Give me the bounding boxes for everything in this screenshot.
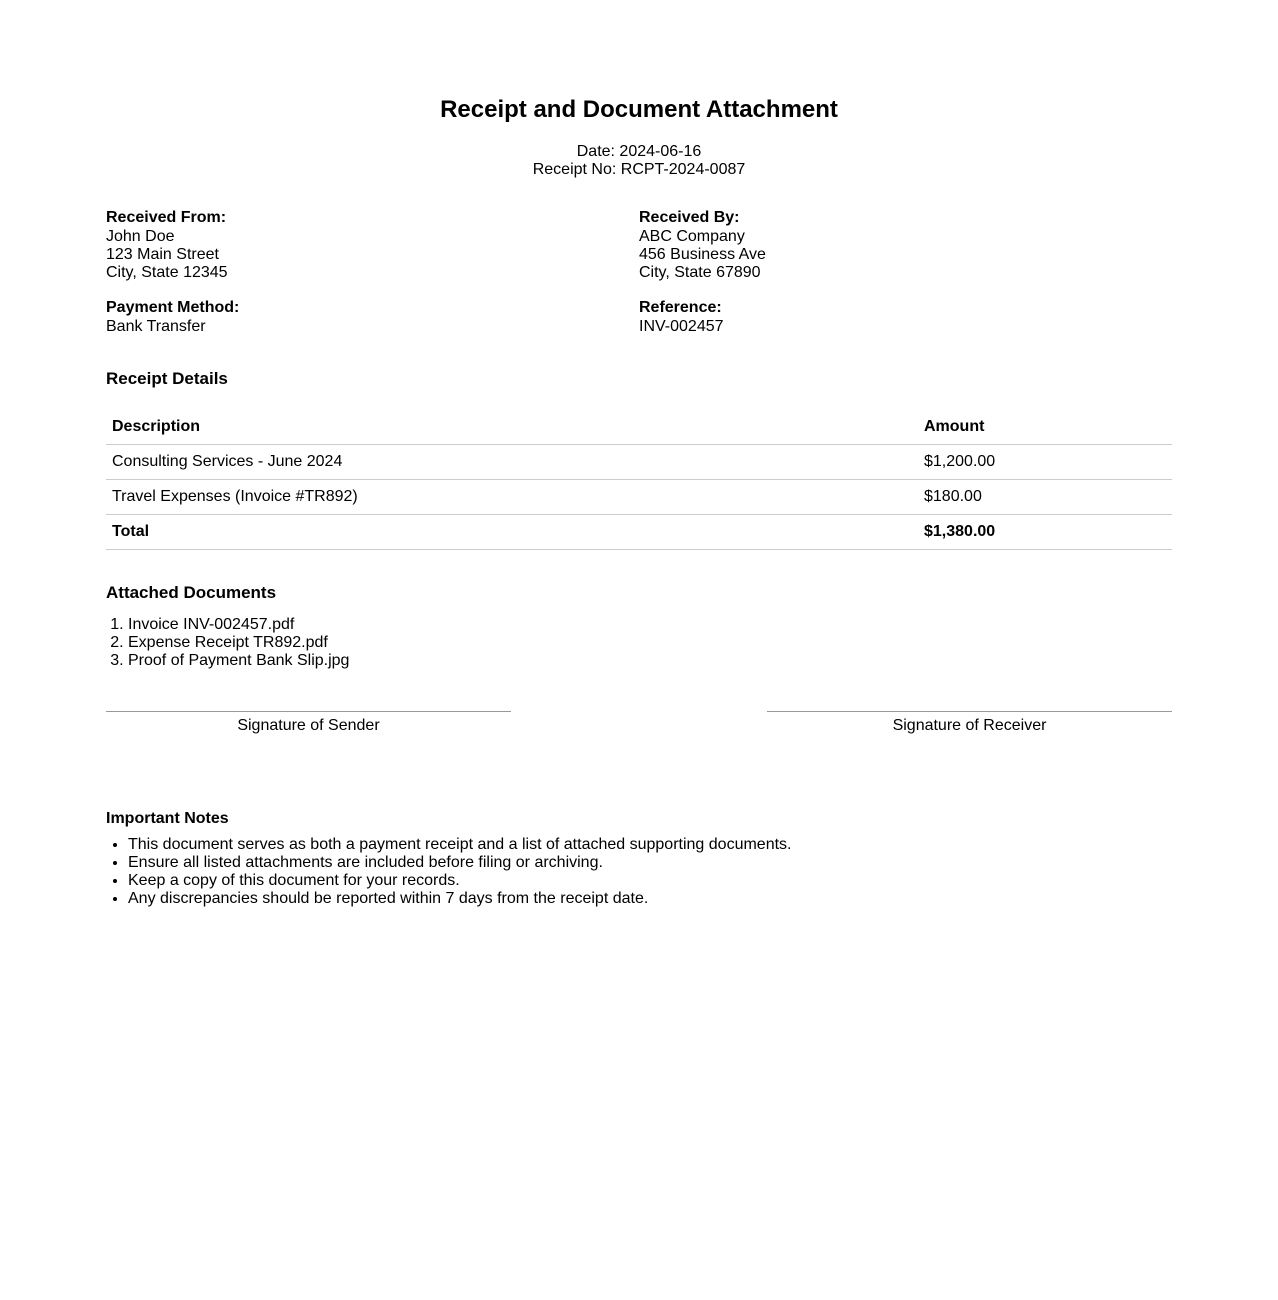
document-meta [106,143,1172,179]
page-title: Receipt and Document Attachment [440,96,838,123]
received-from-label: Received From: [106,209,227,226]
receiver-signature-line: Signature of Receiver [767,711,1172,735]
list-item: 1. Invoice INV-002457.pdf [128,616,1172,634]
row-description: Consulting Services - June 2024 [106,445,918,480]
row-amount: $1,200.00 [918,445,1172,480]
payment-method [106,298,639,336]
reference-label: Reference: [639,299,722,316]
reference-value: INV-002457 [639,318,724,335]
table-header-row [106,410,1172,445]
receipt-details-title: Receipt Details [106,369,228,388]
receipt-details-table [106,410,1172,550]
sender-city: City, State 12345 [106,264,228,281]
list-item: • Ensure all listed attachments are included before filing or archiving. [128,854,1172,872]
signatures-section [106,711,1172,735]
received-from [106,208,639,282]
notes-list [106,836,1172,908]
right-column [639,208,1172,336]
list-item: 3. Proof of Payment Bank Slip.jpg [128,652,1172,670]
receipt-date: Date: 2024-06-16 [576,143,702,160]
row-description: Travel Expenses (Invoice #TR892) [106,480,918,515]
table-row [106,445,1172,480]
sender-name: John Doe [106,228,175,245]
column-header-description: Description [106,410,918,445]
sender-street: 123 Main Street [106,246,219,263]
attached-documents-title: Attached Documents [106,583,277,602]
received-by-label: Received By: [639,209,740,226]
row-amount: $180.00 [918,480,1172,515]
receipt-number: Receipt No: RCPT-2024-0087 [532,161,746,178]
list-item: • Keep a copy of this document for your records. [128,872,1172,890]
table-row [106,480,1172,515]
reference [639,298,1172,336]
left-column [106,208,639,336]
receiver-street: 456 Business Ave [639,246,766,263]
total-row [106,515,1172,550]
payment-method-label: Payment Method: [106,299,240,316]
sender-signature-line: Signature of Sender [106,711,511,735]
important-notes-title: Important Notes [106,810,229,827]
total-amount: $1,380.00 [918,515,1172,550]
receiver-name: ABC Company [639,228,745,245]
list-item: 2. Expense Receipt TR892.pdf [128,634,1172,652]
list-item: • Any discrepancies should be reported within 7 days from the receipt date. [128,890,1172,908]
list-item: • This document serves as both a payment receipt and a list of attached supporting documents. [128,836,1172,854]
receipt-document [106,0,1172,908]
parties-section [106,208,1172,336]
total-label: Total [106,515,918,550]
column-header-amount: Amount [918,410,1172,445]
payment-method-value: Bank Transfer [106,318,206,335]
received-by [639,208,1172,282]
attachments-list [106,616,1172,670]
receiver-city: City, State 67890 [639,264,761,281]
